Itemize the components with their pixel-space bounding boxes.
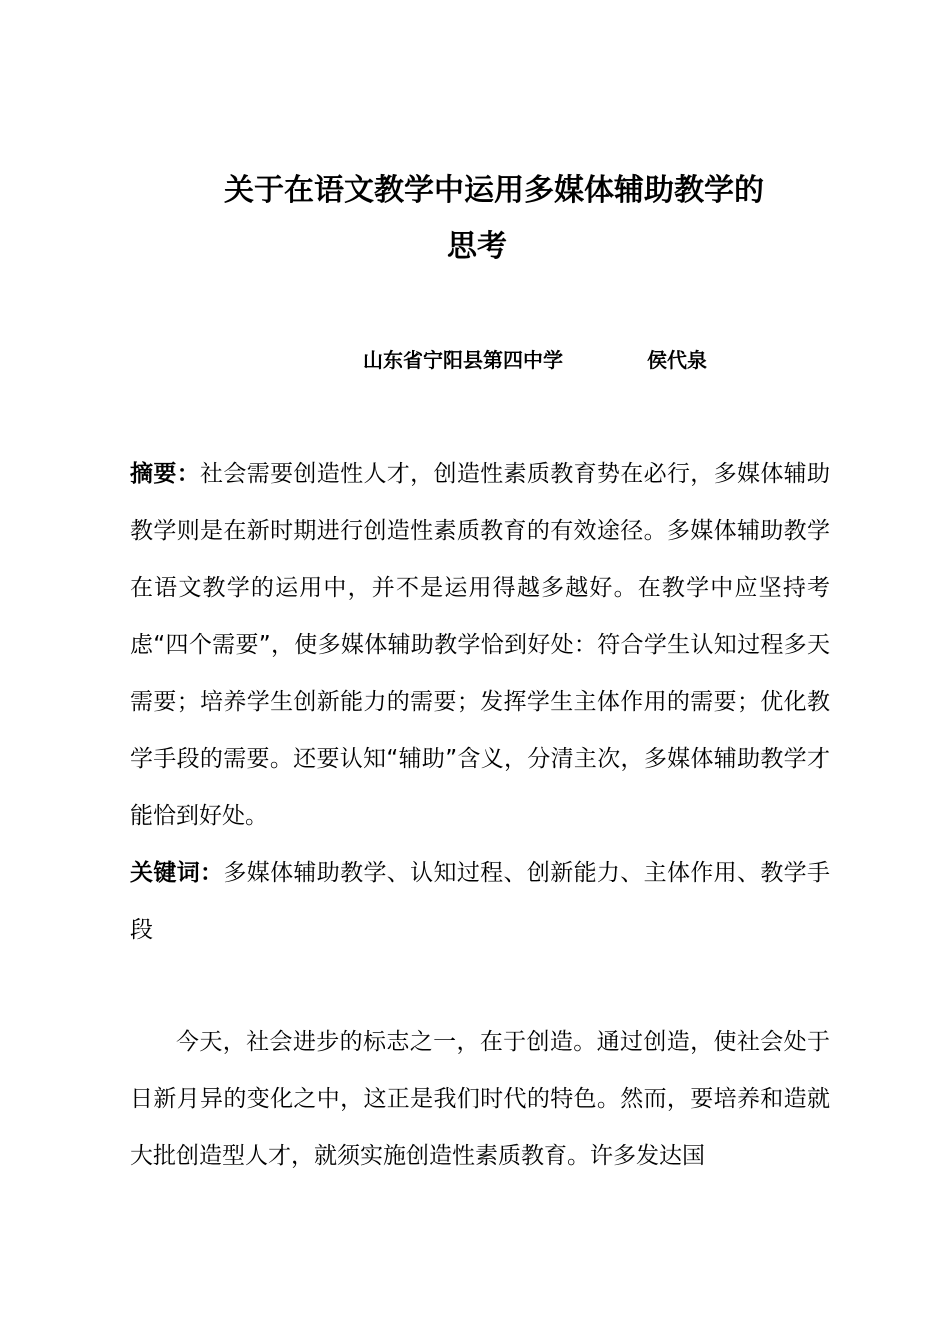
author-name: 侯代泉 [647,348,707,372]
abstract-text: 社会需要创造性人才，创造性素质教育势在必行，多媒体辅助教学则是在新时期进行创造性素质教育的有效途径。多媒体辅助教学在语文教学的运用中，并不是运用得越多越好。在教学中应坚持考虑“四个需要”，使多媒体辅助教学恰到好处：符合学生认知过程多天需要；培养学生创新能力的需要；发挥学生主体作用的需要；优化教学手段的需要。还要认知“辅助”含义，分清主次，多媒体辅助教学才能恰到好处。 [130,461,831,829]
keywords-text: 多媒体辅助教学、认知过程、创新能力、主体作用、教学手段 [130,860,831,943]
school-name: 山东省宁阳县第四中学 [363,348,563,372]
body-paragraph: 今天，社会进步的标志之一，在于创造。通过创造，使社会处于日新月异的变化之中，这正是我们时代的特色。然而，要培养和造就大批创造型人才，就须实施创造性素质教育。许多发达国 [130,1029,830,1169]
keywords-label: 关键词： [130,860,224,886]
keywords [130,845,830,959]
title-line-1: 关于在语文教学中运用多媒体辅助教学的 [224,173,764,208]
abstract-label: 摘要： [130,461,201,487]
title-line-2: 思考 [447,229,507,264]
abstract [130,446,830,845]
